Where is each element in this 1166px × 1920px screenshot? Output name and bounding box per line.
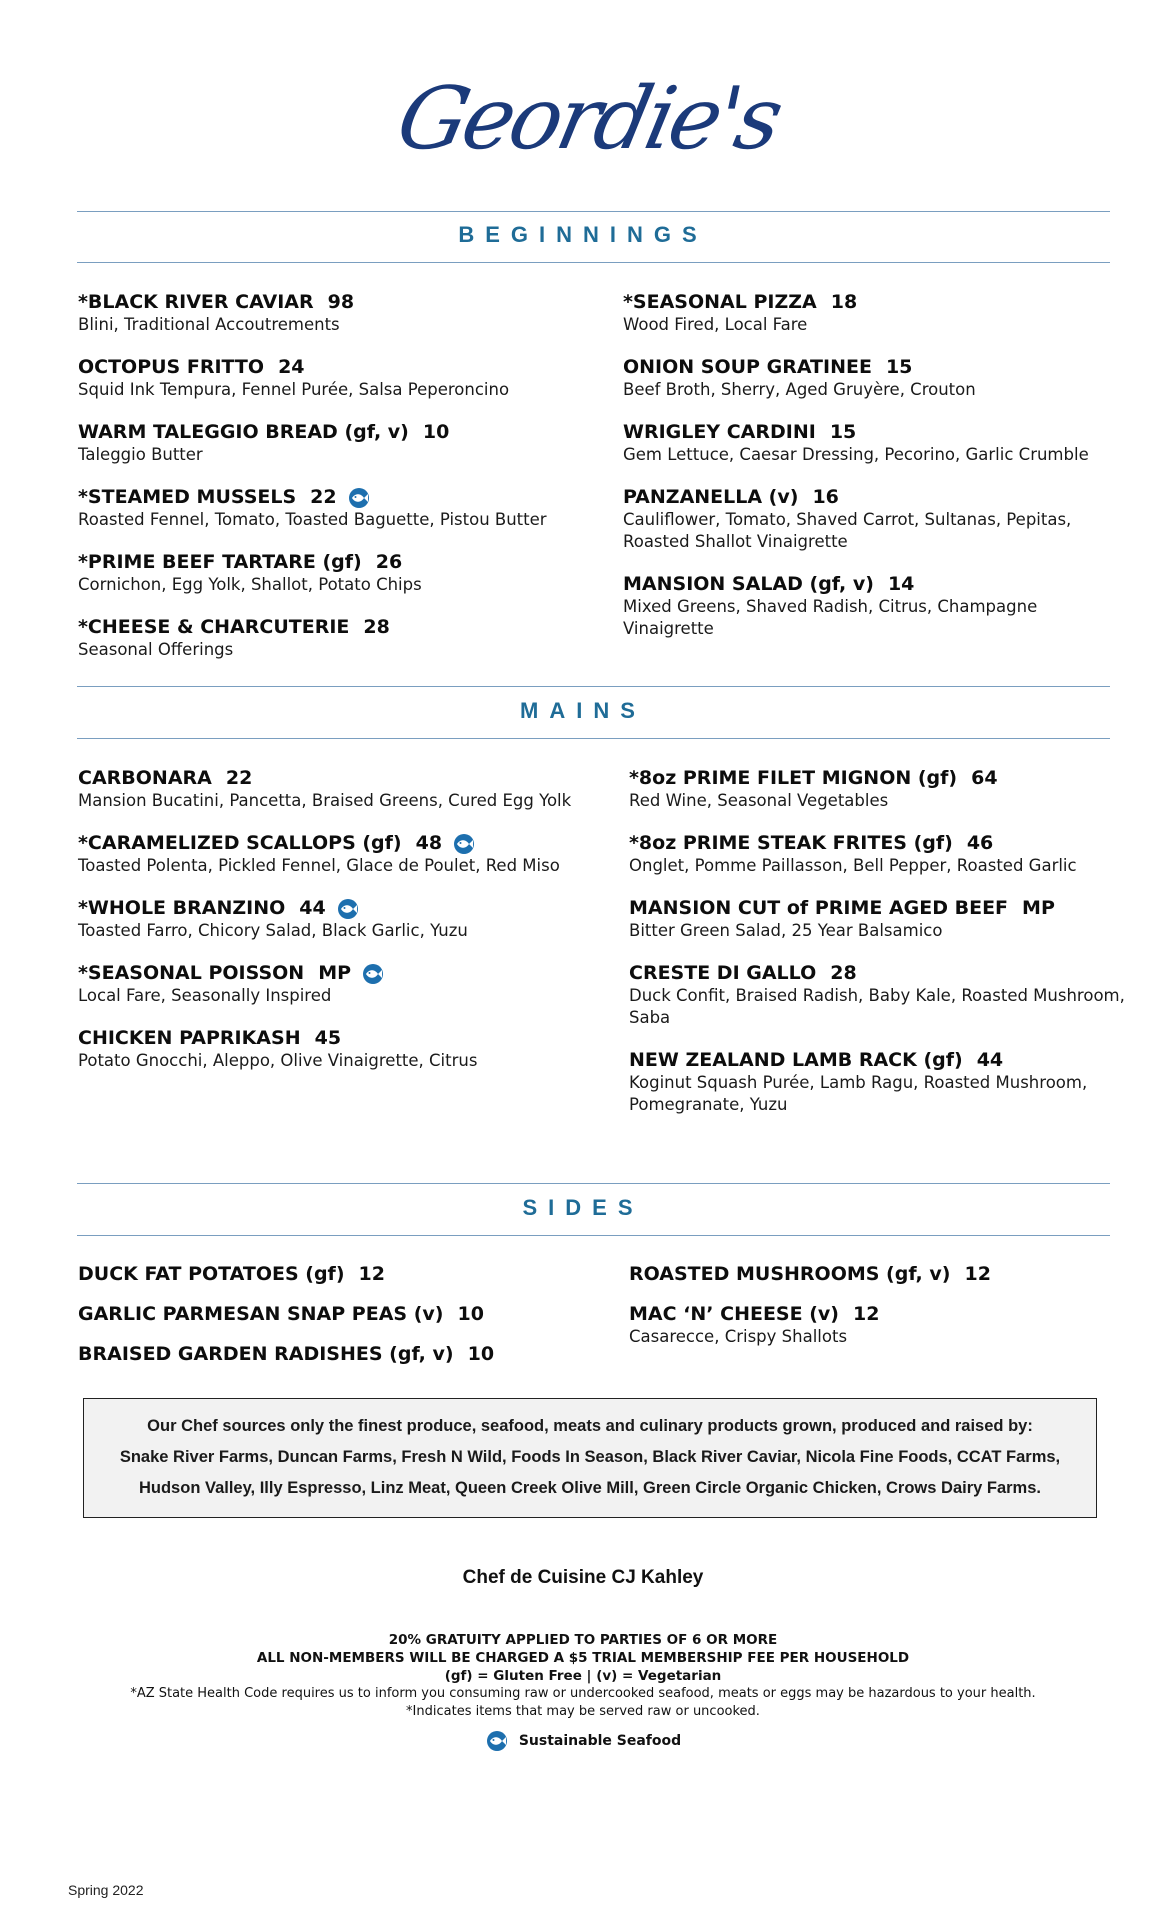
menu-item-price: 15	[829, 421, 857, 443]
menu-item-description: Blini, Traditional Accoutrements	[78, 315, 340, 334]
menu-item-name: *WHOLE BRANZINO	[78, 897, 286, 919]
menu-item-name: WARM TALEGGIO BREAD (gf, v)	[78, 421, 409, 443]
menu-item-name-line	[623, 572, 1103, 596]
sourcing-box	[83, 1398, 1097, 1518]
menu-item-name-line	[78, 766, 608, 790]
beginnings-right-column	[623, 290, 1103, 659]
menu-item-description: Onglet, Pomme Paillasson, Bell Pepper, Roasted Garlic	[629, 856, 1077, 875]
menu-item-name: NEW ZEALAND LAMB RACK (gf)	[629, 1049, 963, 1071]
gratuity-note: 20% GRATUITY APPLIED TO PARTIES OF 6 OR MORE	[388, 1632, 778, 1648]
menu-item-name: *SEASONAL PIZZA	[623, 291, 817, 313]
menu-item-name: *PRIME BEEF TARTARE (gf)	[78, 551, 362, 573]
beginnings-left-column	[78, 290, 598, 680]
menu-item	[623, 485, 1103, 553]
logo-text: Geordie's	[388, 67, 789, 169]
menu-item	[629, 896, 1139, 942]
season-label: Spring 2022	[68, 1882, 144, 1898]
fish-icon	[485, 1730, 509, 1752]
menu-item-name-line	[629, 961, 1139, 985]
menu-item-name-line	[78, 550, 598, 574]
health-note: *AZ State Health Code requires us to inform you consuming raw or undercooked seafood, meats or eggs may be hazardous to your health.	[130, 1686, 1036, 1701]
menu-item-price: 10	[422, 421, 450, 443]
sustainable-fish-icon	[452, 833, 476, 855]
menu-item-description: Gem Lettuce, Caesar Dressing, Pecorino, Garlic Crumble	[623, 445, 1089, 464]
menu-item-name: CRESTE DI GALLO	[629, 962, 817, 984]
menu-item-description: Local Fare, Seasonally Inspired	[78, 986, 332, 1005]
sides-right-column	[629, 1262, 1109, 1364]
sustainable-fish-icon	[361, 963, 385, 985]
footnotes	[0, 1631, 1166, 1721]
menu-item-name: ONION SOUP GRATINEE	[623, 356, 872, 378]
menu-item-price: 28	[363, 616, 390, 638]
menu-item-description: Mansion Bucatini, Pancetta, Braised Greens, Cured Egg Yolk	[78, 791, 572, 810]
menu-item	[629, 961, 1139, 1029]
menu-item-description: Wood Fired, Local Fare	[623, 315, 808, 334]
menu-item	[78, 420, 598, 466]
menu-item-price: 46	[966, 832, 994, 854]
menu-item-price: 10	[467, 1343, 495, 1365]
menu-item	[623, 420, 1103, 466]
sustainable-fish-icon	[347, 487, 371, 509]
sourcing-line: Our Chef sources only the finest produce, seafood, meats and culinary products grown, produced and raised by:	[147, 1417, 1033, 1435]
menu-item-name-line	[78, 1026, 608, 1050]
divider	[77, 211, 1110, 212]
menu-item-price: 44	[299, 897, 326, 919]
menu-item	[78, 485, 598, 531]
menu-item-description: Bitter Green Salad, 25 Year Balsamico	[629, 921, 943, 940]
menu-item-name-line	[78, 355, 598, 379]
restaurant-logo	[0, 50, 1166, 184]
menu-item-price: 28	[830, 962, 857, 984]
menu-item-name: *8oz PRIME STEAK FRITES (gf)	[629, 832, 953, 854]
sustainable-label: Sustainable Seafood	[518, 1733, 682, 1749]
menu-item-name-line	[629, 766, 1139, 790]
sourcing-line: Snake River Farms, Duncan Farms, Fresh N Wild, Foods In Season, Black River Caviar, Nicola Fine Foods, CCAT Farms,	[119, 1448, 1061, 1466]
menu-item-name: DUCK FAT POTATOES (gf)	[78, 1263, 345, 1285]
menu-item-name-line	[78, 1262, 598, 1286]
menu-item-name-line	[78, 485, 598, 509]
menu-item	[623, 290, 1103, 336]
menu-item-price: 24	[278, 356, 305, 378]
menu-item	[629, 831, 1139, 877]
menu-item-price: 12	[852, 1303, 880, 1325]
menu-item-name: BRAISED GARDEN RADISHES (gf, v)	[78, 1343, 454, 1365]
sides-left-column	[78, 1262, 598, 1382]
menu-item	[78, 896, 608, 942]
menu-item	[623, 572, 1103, 640]
sourcing-line: Hudson Valley, Illy Espresso, Linz Meat, Queen Creek Olive Mill, Green Circle Organic Chicken, Crows Dairy Farms.	[138, 1479, 1041, 1497]
menu-item-description: Koginut Squash Purée, Lamb Ragu, Roasted Mushroom, Pomegranate, Yuzu	[629, 1073, 1088, 1114]
menu-item-name-line	[629, 1302, 1109, 1326]
menu-item-name-line	[78, 420, 598, 444]
menu-item-description: Seasonal Offerings	[78, 640, 234, 659]
menu-item-price: 15	[885, 356, 913, 378]
menu-item-name: *BLACK RIVER CAVIAR	[78, 291, 314, 313]
menu-item-price: 12	[964, 1263, 991, 1285]
menu-item	[623, 355, 1103, 401]
menu-item-price: 16	[812, 486, 839, 508]
mains-left-column	[78, 766, 608, 1091]
menu-item-name-line	[623, 420, 1103, 444]
menu-item-description: Mixed Greens, Shaved Radish, Citrus, Champagne Vinaigrette	[623, 597, 1038, 638]
menu-item-name-line	[78, 961, 608, 985]
menu-item-description: Toasted Farro, Chicory Salad, Black Garlic, Yuzu	[78, 921, 468, 940]
menu-item	[78, 961, 608, 1007]
menu-item	[78, 831, 608, 877]
menu-item	[78, 1342, 598, 1366]
section-title-beginnings: BEGINNINGS	[458, 222, 708, 247]
menu-item-name-line	[623, 485, 1103, 509]
menu-item-description: Cornichon, Egg Yolk, Shallot, Potato Chips	[78, 575, 422, 594]
divider	[77, 738, 1110, 739]
menu-item-price: MP	[318, 962, 352, 984]
menu-item-name: MANSION CUT of PRIME AGED BEEF	[629, 897, 1009, 919]
menu-item-name-line	[78, 290, 598, 314]
menu-item-description: Casarecce, Crispy Shallots	[629, 1327, 848, 1346]
mains-right-column	[629, 766, 1139, 1135]
menu-item-description: Taleggio Butter	[78, 445, 203, 464]
menu-item	[629, 1262, 1109, 1286]
sustainable-fish-icon	[336, 898, 360, 920]
menu-item-price: 26	[375, 551, 403, 573]
menu-item-name-line	[623, 355, 1103, 379]
menu-item-name-line	[629, 1048, 1139, 1072]
menu-item-price: 98	[327, 291, 355, 313]
menu-item-name: CARBONARA	[78, 767, 212, 789]
menu-item-description: Duck Confit, Braised Radish, Baby Kale, Roasted Mushroom, Saba	[629, 986, 1125, 1027]
menu-item-name: OCTOPUS FRITTO	[78, 356, 265, 378]
menu-item-name: *CHEESE & CHARCUTERIE	[78, 616, 350, 638]
menu-item	[78, 1026, 608, 1072]
menu-item-name: CHICKEN PAPRIKASH	[78, 1027, 301, 1049]
logo-wordmark	[388, 50, 789, 180]
menu-item-name-line	[629, 1262, 1109, 1286]
menu-item-description: Potato Gnocchi, Aleppo, Olive Vinaigrette, Citrus	[78, 1051, 478, 1070]
membership-note: ALL NON-MEMBERS WILL BE CHARGED A $5 TRIAL MEMBERSHIP FEE PER HOUSEHOLD	[256, 1650, 910, 1666]
menu-item-price: 18	[830, 291, 858, 313]
menu-item	[78, 615, 598, 661]
menu-item-name-line	[629, 896, 1139, 920]
menu-item-name: WRIGLEY CARDINI	[623, 421, 816, 443]
menu-item-name-line	[629, 831, 1139, 855]
divider	[77, 686, 1110, 687]
menu-item	[629, 1048, 1139, 1116]
menu-item	[78, 766, 608, 812]
menu-item	[78, 290, 598, 336]
sustainable-legend	[0, 1730, 1166, 1752]
section-title-sides: SIDES	[522, 1195, 644, 1220]
divider	[77, 262, 1110, 263]
menu-item-name: *CARAMELIZED SCALLOPS (gf)	[78, 832, 402, 854]
chef-credit: Chef de Cuisine CJ Kahley	[462, 1567, 704, 1588]
menu-item-description: Beef Broth, Sherry, Aged Gruyère, Crouton	[623, 380, 976, 399]
menu-item-name-line	[78, 831, 608, 855]
menu-item-name-line	[78, 1342, 598, 1366]
menu-item-name: GARLIC PARMESAN SNAP PEAS (v)	[78, 1303, 444, 1325]
menu-item-price: 22	[310, 486, 337, 508]
menu-item-price: 14	[887, 573, 915, 595]
menu-item-price: 48	[415, 832, 443, 854]
menu-item-name: MANSION SALAD (gf, v)	[623, 573, 874, 595]
menu-item	[78, 1302, 598, 1326]
menu-item-description: Toasted Polenta, Pickled Fennel, Glace de Poulet, Red Miso	[78, 856, 560, 875]
menu-item	[78, 1262, 598, 1286]
raw-note: *Indicates items that may be served raw or uncooked.	[406, 1704, 760, 1719]
menu-item-name-line	[78, 896, 608, 920]
divider	[77, 1235, 1110, 1236]
menu-item-price: 22	[225, 767, 253, 789]
menu-item-name-line	[78, 1302, 598, 1326]
menu-item-description: Squid Ink Tempura, Fennel Purée, Salsa Peperoncino	[78, 380, 510, 399]
menu-item-price: 10	[457, 1303, 484, 1325]
divider	[77, 1183, 1110, 1184]
menu-item	[629, 766, 1139, 812]
menu-item-description: Red Wine, Seasonal Vegetables	[629, 791, 889, 810]
menu-item-description: Cauliflower, Tomato, Shaved Carrot, Sultanas, Pepitas, Roasted Shallot Vinaigrette	[623, 510, 1072, 551]
menu-item-name: *STEAMED MUSSELS	[78, 486, 297, 508]
menu-item-name-line	[78, 615, 598, 639]
diet-legend: (gf) = Gluten Free | (v) = Vegetarian	[444, 1668, 722, 1684]
menu-item	[78, 550, 598, 596]
menu-item-name-line	[623, 290, 1103, 314]
menu-item	[629, 1302, 1109, 1348]
menu-item-description: Roasted Fennel, Tomato, Toasted Baguette, Pistou Butter	[78, 510, 547, 529]
menu-item-price: 64	[971, 767, 998, 789]
menu-item-name: PANZANELLA (v)	[623, 486, 799, 508]
menu-item-name: ROASTED MUSHROOMS (gf, v)	[629, 1263, 951, 1285]
section-title-mains: MAINS	[520, 698, 646, 723]
menu-item-price: 12	[358, 1263, 385, 1285]
menu-item-name: *SEASONAL POISSON	[78, 962, 305, 984]
menu-item-price: 45	[314, 1027, 342, 1049]
menu-item-price: 44	[976, 1049, 1004, 1071]
menu-item-name: *8oz PRIME FILET MIGNON (gf)	[629, 767, 958, 789]
menu-item	[78, 355, 598, 401]
menu-item-name: MAC ‘N’ CHEESE (v)	[629, 1303, 839, 1325]
menu-item-price: MP	[1022, 897, 1055, 919]
